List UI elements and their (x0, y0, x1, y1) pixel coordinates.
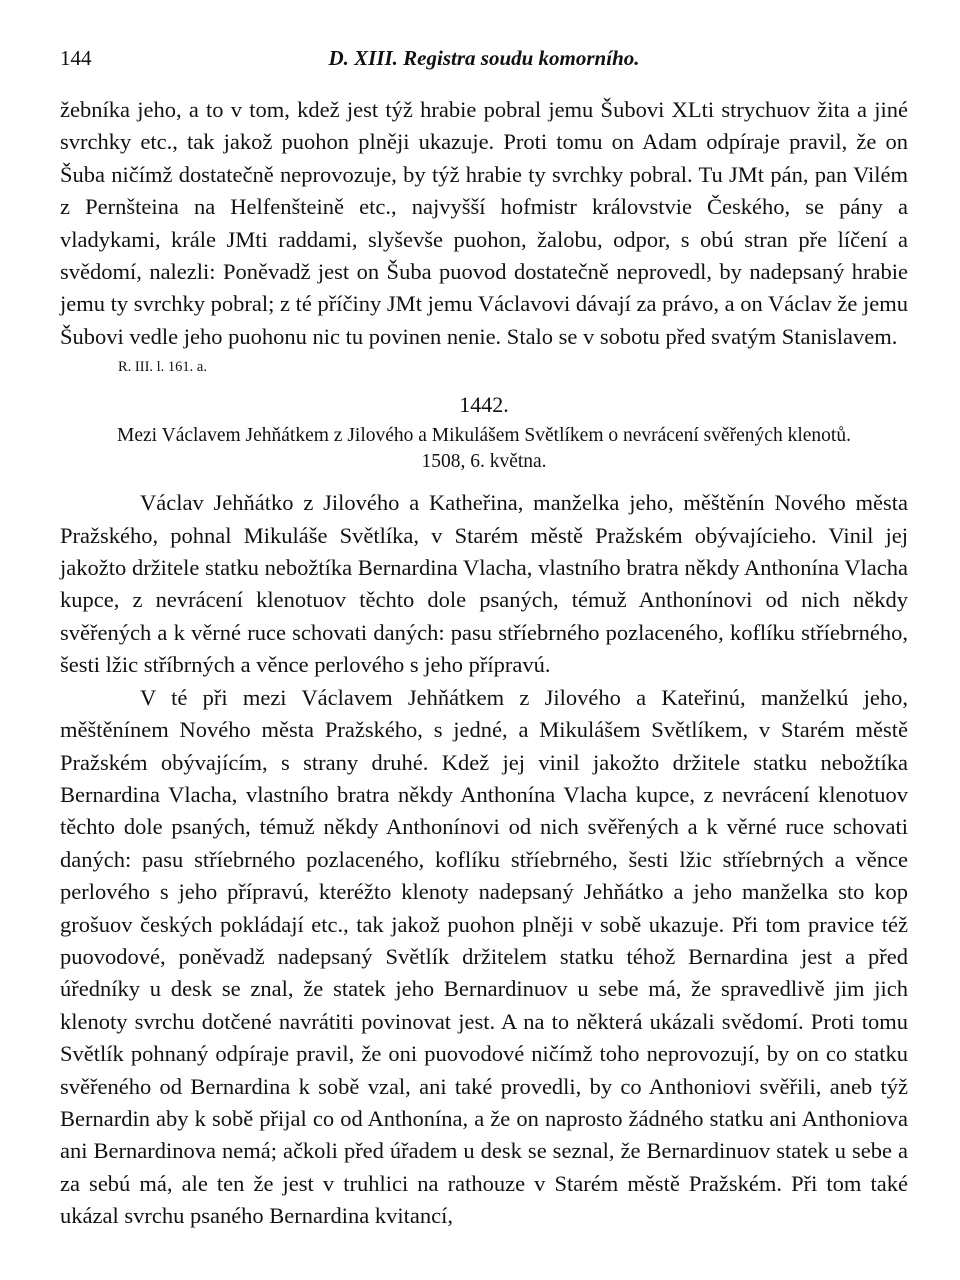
source-citation: R. III. l. 161. a. (118, 359, 207, 376)
page-number: 144 (60, 46, 92, 70)
entry-number: 1442. (459, 392, 509, 418)
entry-paragraph: V té při mezi Václavem Jehňátkem z Jilového a Kateřinú, manželkú jeho, měštěnínem Nového města Pražského, s jedné, a Mikulášem Světlíkem, v Starém městě Pražském obývajícím, s strany druhé. Kdež jej vinil jakožto držitele statku nebožtíka Bernardina Vlacha, vlastního bratra někdy Anthonína Vlacha kupce, z nevrácení klenotuov těchto dole psaných, témuž někdy Anthonínovi od nich svěřených a k věrné ruce schovati daných: pasu stříebrného pozlaceného, koflíku stříebrného, šesti lžic stříebrných a věnce perlového s jeho přípravú, kteréžto klenoty nadepsaný Jehňátko a jeho manželka sto kop grošuov českých pokládají etc., tak jakož puohon plněji v sobě ukazuje. Při tom pravice též puovodové, poněvadž nadepsaný Světlík držitelem statku téhož Bernardina jest a před úředníky u desk se znal, že statek jeho Bernardinuov u sebe má, že spravedlivě jim jich klenoty svrchu dotčené navrátiti povinovat jest. A na to některá ukázali svědomí. Proti tomu Světlík pohnaný odpíraje pravil, že oni puovodové ničímž toho neprovozují, by on co statku svěřeného od Bernardina k sobě vzal, ani také provedli, by co Anthoniovi svěřili, aneb týž Bernardin aby k sobě přijal co od Anthonína, a že on naprosto žádného statku ani Anthoniova ani Bernardinova nemá; ačkoli před úřadem u desk se seznal, že Bernardinuov statek u sebe a za sebú má, ale ten že jest v truhlici na rathouze v Starém městě Pražském. Při tom také ukázal svrchu psaného Bernardina kvitancí, (60, 684, 908, 1229)
entry-date: 1508, 6. května. (421, 451, 547, 473)
page-body (60, 94, 908, 1233)
running-title: D. XIII. Registra soudu komorního. (328, 46, 640, 70)
continued-paragraph: žebníka jeho, a to v tom, kdež jest týž hrabie pobral jemu Šubovi XLti strychuov žita a jiné svrchky etc., tak jakož puohon plněji ukazuje. Proti tomu on Adam odpíraje pravil, že on Šuba ničímž dostatečně neprovozuje, by týž hrabie ty svrchky pobral. Tu JMt pán, pan Vilém z Pernšteina na Helfenšteině etc., najvyšší hofmistr královstvie Českého, se pány a vladykami, krále JMti raddami, slyševše puohon, žalobu, odpor, s obú stran pře líčení a svědomí, nalezli: Poněvadž jest on Šuba puovod dostatečně neprovedl, by nadepsaný hrabie jemu ty svrchky pobral; z té příčiny JMt jemu Václavovi dávají za právo, a on Václav že jemu Šubovi vedle jeho puohonu nic tu povinen nenie. Stalo se v sobotu před svatým Stanislavem. (60, 97, 908, 349)
page-header (60, 46, 908, 76)
entry-summary: Mezi Václavem Jehňátkem z Jilového a Mikulášem Světlíkem o nevrácení svěřených klenotů. (117, 425, 851, 447)
entry-paragraph: Václav Jehňátko z Jilového a Katheřina, manželka jeho, měštěnín Nového města Pražského, pohnal Mikuláše Světlíka, v Starém městě Pražském obývajícieho. Vinil jej jakožto držitele statku nebožtíka Bernardina Vlacha, vlastního bratra někdy Anthonína Vlacha kupce, z nevrácení klenotuov těchto dole psaných, témuž Anthonínovi od nich někdy svěřených a k věrné ruce schovati daných: pasu stříebrného pozlaceného, koflíku stříebrného, šesti lžic stříbrných a věnce perlového s jeho přípravú. (60, 490, 908, 678)
